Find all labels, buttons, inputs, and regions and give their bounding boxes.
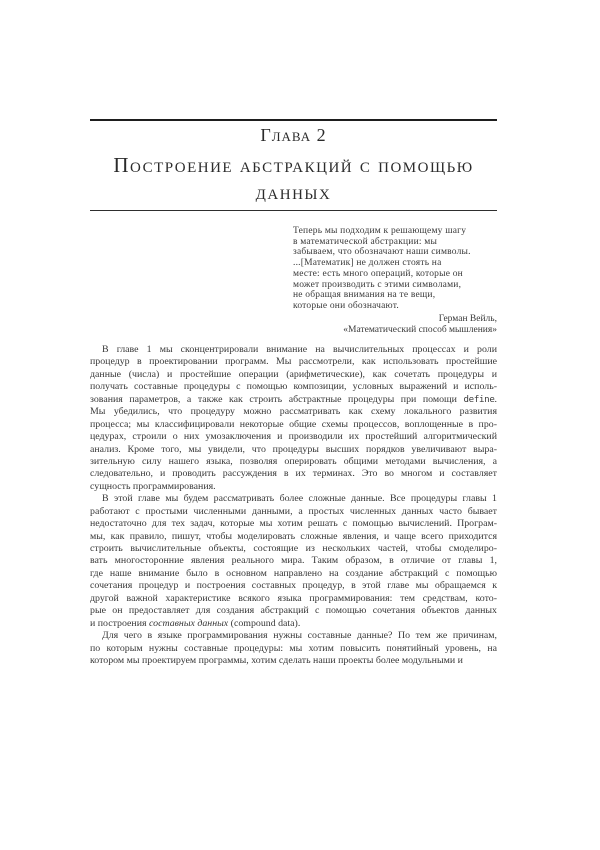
chapter-rule-bottom <box>90 210 497 211</box>
epigraph-line: может производить с этими символами, <box>293 279 462 290</box>
epigraph-line: Теперь мы подходим к решающему шагу <box>293 226 467 236</box>
body-line: анализ. Кроме того, мы увидели, что процедуры высших порядков увеличивают выра- <box>90 443 497 455</box>
attribution-line: Герман Вейль, <box>438 314 497 324</box>
body-line: процесса; мы классифицировали некоторые общие схемы процессов, воплощенные в про- <box>90 418 497 430</box>
chapter-rule-top <box>90 119 497 121</box>
epigraph-line: не обращая внимания на те вещи, <box>293 290 436 301</box>
emphasized-text: составных данных <box>149 617 229 629</box>
body-line: мы, как правило, пишут, чтобы моделировать сложные явления, и чаще всего приходится <box>90 530 497 542</box>
body-line: В этой главе мы будем рассматривать более сложные данные. Все процедуры главы 1 <box>102 493 497 505</box>
attribution-line: «Математический способ мышления» <box>343 325 497 335</box>
body-line: работают с простыми численными данными, а простых численных данных часто бывает <box>90 505 497 517</box>
body-line: по которым нужны составные процедуры: мы хотим повысить понятийный уровень, на <box>90 642 497 654</box>
body-line: зования параметров, а также как строить абстрактные процедуры при помощи define. <box>90 393 497 405</box>
epigraph <box>293 226 497 312</box>
body-line: следовательно, и проводить рассуждения в их терминах. Это во многом и составляет <box>90 468 497 480</box>
body-paragraphs <box>90 344 497 667</box>
body-line: недостаточно для тех задач, которые мы хотим решать с помощью вычислений. Програм- <box>90 518 497 530</box>
body-line: сущность программирования. <box>90 480 216 492</box>
body-line: вать многосторонние явления реального мира. Таким образом, в отличие от главы 1, <box>90 555 497 567</box>
chapter-title-line-2: данных <box>255 180 332 204</box>
body-line: Мы убедились, что процедуру можно рассматривать как схему локального развития <box>90 406 497 418</box>
body-line: где наше внимание было в основном направлено на создание абстракций с помощью <box>90 567 497 579</box>
body-line: Для чего в языке программирования нужны составные данные? По тем же причинам, <box>102 630 497 642</box>
epigraph-line: в математической абстракции: мы <box>293 236 438 247</box>
body-line: котором мы проектируем программы, хотим сделать наши проекты более модульными и <box>90 654 463 666</box>
epigraph-attribution <box>293 314 497 336</box>
epigraph-line: ...[Математик] не должен стоять на <box>293 258 442 269</box>
epigraph-line: месте: есть много операций, которые он <box>293 268 463 279</box>
chapter-title <box>90 152 497 206</box>
body-line: сочетания процедур и построения составных процедур, в этой главе мы обращаемся к <box>90 580 497 592</box>
body-line: рые он предоставляет для создания абстракций с помощью сочетания объектов данных <box>90 605 497 617</box>
epigraph-line: которые они обозначают. <box>293 300 399 311</box>
epigraph-line: забываем, что обозначают наши символы. <box>293 247 471 258</box>
body-line: и построения составных данных (compound data). <box>90 617 301 629</box>
chapter-title-line-1: Построение абстракций с помощью <box>113 153 474 177</box>
body-line: получать составные процедуры с помощью композиции, условных выражений и исполь- <box>90 381 497 393</box>
body-line: другой важной характеристике всякого языка программирования: тем средствам, кото- <box>90 592 497 604</box>
body-line: данные (числа) и простейшие операции (арифметические), как сочетать процедуры и <box>90 368 497 380</box>
inline-code: define <box>463 394 495 405</box>
body-line: процедур в проектировании программ. Мы рассмотрели, как использовать простейшие <box>90 356 497 368</box>
body-line: цедурах, строили о них умозаключения и производили их простейший алгоритмический <box>90 431 497 443</box>
chapter-label: Глава 2 <box>260 125 327 145</box>
body-line: зительную силу нашего языка, позволяя оперировать общими методами вычисления, а <box>90 455 497 467</box>
body-line: В главе 1 мы сконцентрировали внимание на вычислительных процессах и роли <box>102 344 497 355</box>
body-line: строить вычислительные объекты, состоящие из нескольких частей, чтобы смоделиро- <box>90 543 497 554</box>
